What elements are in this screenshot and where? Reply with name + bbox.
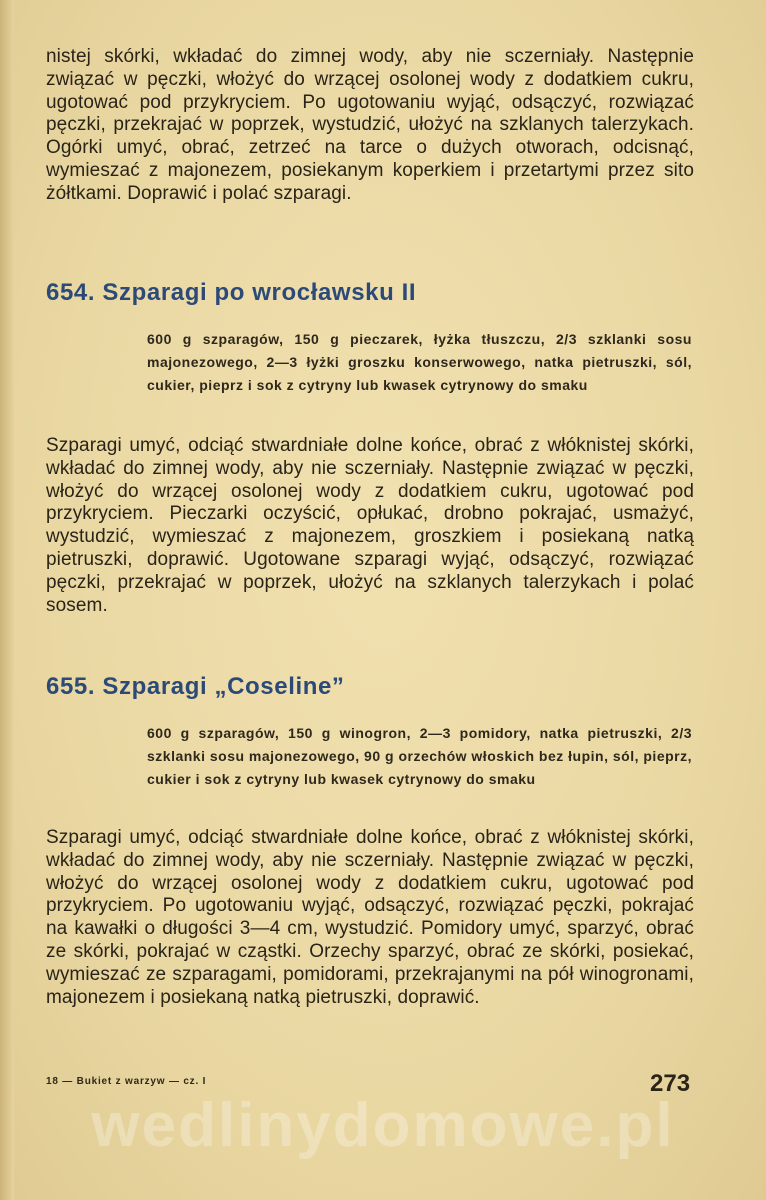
recipe-655-number: 655. [46, 673, 96, 700]
recipe-655-ingredients: 600 g szparagów, 150 g winogron, 2—3 pomidory, natka pietruszki, 2/3 szklanki sosu majonezowego, 90 g orzechów włoskich bez łupin, sól, pieprz, cukier i sok z cytryny lub kwasek cytrynowy do smaku [147, 725, 692, 787]
recipe-654-number: 654. [46, 279, 96, 306]
recipe-654-title: Szparagi po wrocławsku II [102, 279, 417, 306]
recipe-655-method: Szparagi umyć, odciąć stwardniałe dolne końce, obrać z włóknistej skórki, wkładać do zimnej wody, aby nie sczerniały. Następnie związać w pęczki, włożyć do wrzącej osolonej wody z dodatkiem cukru, ugotować pod przykryciem. Po ugotowaniu wyjąć, odsączyć, rozwiązać pęczki, pokrajać na kawałki o długości 3—4 cm, wystudzić. Pomidory umyć, sparzyć, obrać ze skórki, pokrajać w cząstki. Orzechy sparzyć, obrać ze skórki, posiekać, wymieszać ze szparagami, pomidorami, przekrajanymi na pół winogronami, majonezem i posiekaną natką pietruszki, doprawić. [46, 827, 694, 1008]
recipe-654-heading [46, 279, 416, 307]
printer-signature: 18 — Bukiet z warzyw — cz. I [46, 1076, 207, 1087]
recipe-654-method: Szparagi umyć, odciąć stwardniałe dolne końce, obrać z włóknistej skórki, wkładać do zimnej wody, aby nie sczerniały. Następnie związać w pęczki, włożyć do wrzącej osolonej wody z dodatkiem cukru, ugotować pod przykryciem. Pieczarki oczyścić, opłukać, drobno pokrajać, usmażyć, wystudzić, wymieszać z majonezem, groszkiem i posiekaną natką pietruszki, doprawić. Ugotowane szparagi wyjąć, odsączyć, rozwiązać pęczki, przekrajać w poprzek, ułożyć na szklanych talerzykach i polać sosem. [46, 435, 694, 616]
page-binding-edge [0, 0, 14, 1200]
recipe-654-ingredients: 600 g szparagów, 150 g pieczarek, łyżka tłuszczu, 2/3 szklanki sosu majonezowego, 2—3 łyżki groszku konserwowego, natka pietruszki, sól, cukier, pieprz i sok z cytryny lub kwasek cytrynowy do smaku [147, 331, 692, 393]
recipe-655-title: Szparagi „Coseline” [102, 673, 345, 700]
recipe-655-heading [46, 673, 345, 701]
watermark: wedlinydomowe.pl [91, 1091, 675, 1160]
page-number: 273 [650, 1070, 691, 1097]
intro-paragraph: nistej skórki, wkładać do zimnej wody, aby nie sczerniały. Następnie związać w pęczki, włożyć do wrzącej osolonej wody z dodatkiem cukru, ugotować pod przykryciem. Po ugotowaniu wyjąć, odsączyć, rozwiązać pęczki, przekrajać w poprzek, wystudzić, ułożyć na szklanych talerzykach. Ogórki umyć, obrać, zetrzeć na tarce o dużych otworach, odcisnąć, wymieszać z majonezem, posiekanym koperkiem i przetartymi przez sito żółtkami. Doprawić i polać szparagi. [46, 46, 694, 204]
